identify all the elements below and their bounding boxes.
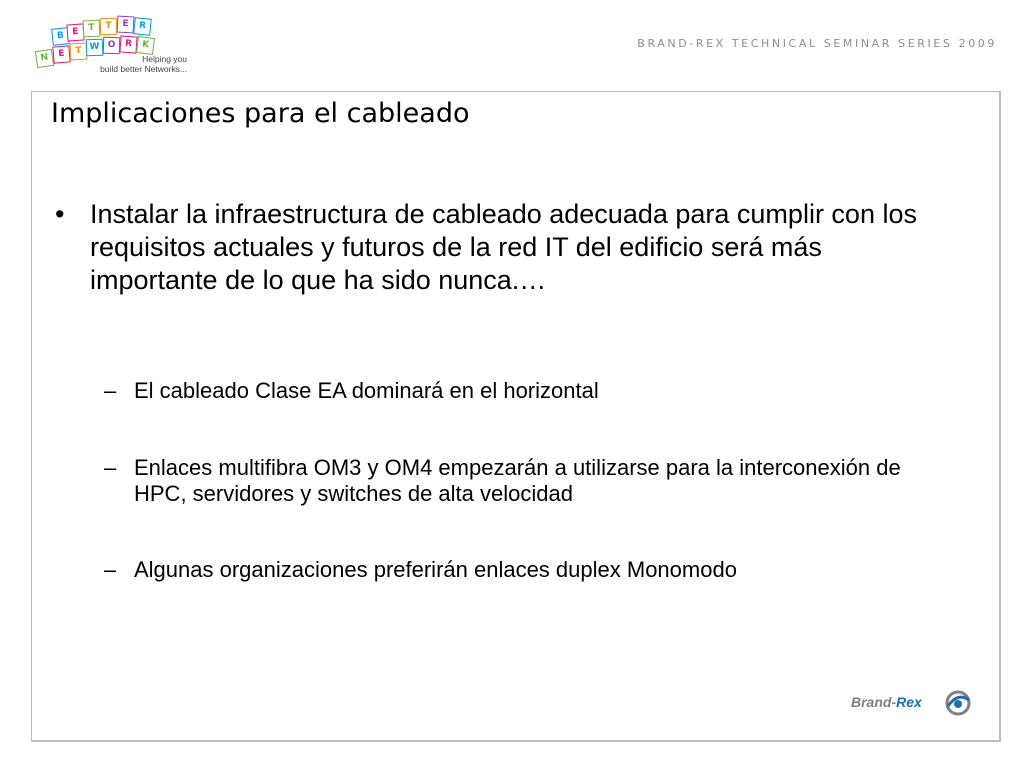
logo-block: T — [70, 43, 88, 61]
sub-bullet — [104, 455, 934, 507]
brand-rex-logo — [851, 688, 975, 718]
logo-block: K — [136, 36, 155, 55]
logo-block: R — [133, 17, 152, 36]
logo-block: E — [66, 23, 84, 41]
logo-block: R — [119, 35, 137, 53]
main-bullet — [55, 198, 945, 297]
bullet-dot: • — [55, 199, 65, 229]
sub-bullet — [104, 378, 934, 404]
sub-bullet-dash: – — [104, 557, 117, 582]
logo-tagline — [97, 54, 187, 74]
sub-bullet-dash: – — [104, 378, 117, 403]
logo-block: E — [52, 45, 70, 63]
brand-rex-part2: Rex — [896, 694, 922, 710]
logo-block: B — [51, 27, 70, 46]
logo-block: N — [35, 49, 54, 68]
tagline-line: Helping you — [142, 54, 187, 64]
slide-frame — [31, 91, 1001, 742]
logo-block: T — [83, 20, 101, 38]
slide-title: Implicaciones para el cableado — [51, 98, 470, 129]
logo-block: O — [103, 37, 121, 55]
main-bullet-text: Instalar la infraestructura de cableado adecuada para cumplir con los requisitos actuales y futuros de la red IT del edificio será más importante de lo que ha sido nunca.… — [90, 199, 917, 295]
brand-rex-part1: Brand- — [851, 694, 897, 710]
brand-rex-swirl-icon — [943, 688, 973, 718]
brand-rex-wordmark — [851, 694, 922, 710]
tagline-line: build better Networks... — [100, 64, 187, 74]
logo-block: T — [100, 18, 118, 36]
sub-bullet-text: Enlaces multifibra OM3 y OM4 empezarán a utilizarse para la interconexión de HPC, servidores y switches de alta velocidad — [134, 455, 901, 506]
seminar-series-header: BRAND-REX TECHNICAL SEMINAR SERIES 2009 — [637, 37, 997, 50]
sub-bullet-dash: – — [104, 455, 117, 480]
sub-bullet-text: El cableado Clase EA dominará en el horizontal — [134, 378, 599, 403]
sub-bullet-text: Algunas organizaciones preferirán enlaces duplex Monomodo — [134, 557, 737, 582]
logo-block: W — [86, 39, 104, 57]
sub-bullet — [104, 557, 934, 583]
better-networks-logo — [30, 10, 200, 80]
logo-block: E — [117, 16, 135, 34]
